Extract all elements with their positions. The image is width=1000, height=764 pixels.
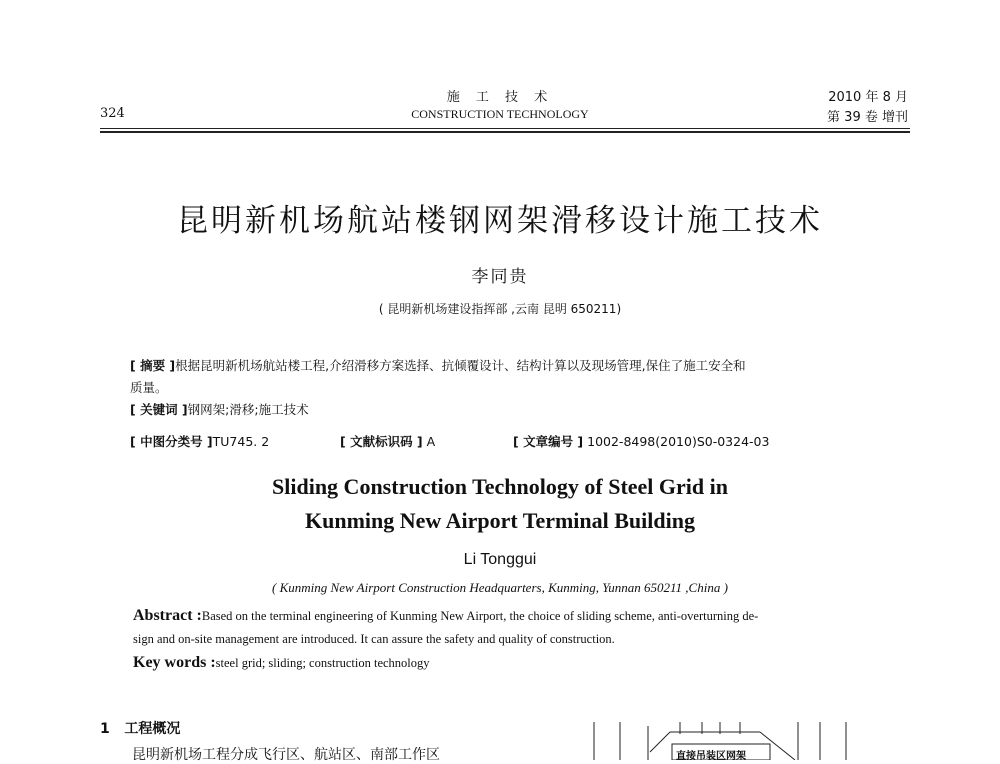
abstract-zh-label: [ 摘要 ]: [130, 358, 176, 373]
keywords-en-label: Key words :: [133, 654, 216, 671]
doc-code: [340, 431, 435, 453]
abstract-zh-line2: 质量。: [130, 380, 168, 395]
clc-label: [ 中图分类号 ]: [130, 434, 213, 449]
figure-label: 直接吊装区网架: [676, 751, 746, 762]
doc-code-value: A: [426, 434, 436, 449]
abstract-en-label: Abstract :: [133, 607, 202, 624]
section-1-number: 1: [100, 721, 110, 737]
journal-title-zh: 施 工 技 术: [446, 90, 554, 105]
author-zh: 李同贵: [471, 267, 529, 287]
issue-volume: 第 39 卷 增刊: [827, 110, 908, 125]
classification-row: [130, 431, 269, 453]
article-number: [513, 431, 769, 453]
paper-title-en-line1: Sliding Construction Technology of Steel Grid in: [272, 474, 728, 499]
fig-diagonal: [650, 732, 670, 752]
abstract-zh-line1: 根据昆明新机场航站楼工程,介绍滑移方案选择、抗倾覆设计、结构计算以及现场管理,保住了施工安全和: [175, 358, 746, 373]
section-1-heading: [100, 718, 180, 738]
paper-title-en-line2: Kunming New Airport Terminal Building: [305, 508, 695, 533]
figure-fragment: [580, 712, 880, 760]
affiliation-zh: ( 昆明新机场建设指挥部 ,云南 昆明 650211): [378, 302, 622, 316]
journal-title-en: CONSTRUCTION TECHNOLOGY: [411, 107, 589, 121]
doc-code-label: [ 文献标识码 ]: [340, 434, 423, 449]
keywords-en-text: steel grid; sliding; construction technology: [215, 656, 430, 670]
section-1-text: 昆明新机场工程分成飞行区、航站区、南部工作区: [132, 747, 440, 763]
paper-title-zh: 昆明新机场航站楼钢网架滑移设计施工技术: [177, 203, 823, 239]
clc-value: TU745. 2: [212, 434, 270, 449]
abstract-en: [133, 604, 893, 675]
abstract-en-line1: Based on the terminal engineering of Kunming New Airport, the choice of sliding scheme, anti-overturning de-: [201, 609, 759, 623]
page-number: 324: [100, 106, 125, 121]
keywords-zh-text: 钢网架;滑移;施工技术: [187, 402, 309, 417]
article-number-label: [ 文章编号 ]: [513, 434, 584, 449]
keywords-zh-label: [ 关键词 ]: [130, 402, 188, 417]
abstract-en-line2: sign and on-site management are introduced. It can assure the safety and quality of construction.: [133, 632, 615, 646]
section-1-title: 工程概况: [124, 721, 181, 737]
author-en: Li Tonggui: [463, 551, 537, 568]
abstract-zh: [130, 355, 890, 421]
affiliation-en: ( Kunming New Airport Construction Headquarters, Kunming, Yunnan 650211 ,China ): [272, 580, 728, 595]
article-number-value: 1002-8498(2010)S0-0324-03: [587, 434, 770, 449]
header-rule-thin: [100, 128, 910, 129]
header-rule-thick: [100, 131, 910, 133]
issue-date: 2010 年 8 月: [828, 90, 908, 105]
